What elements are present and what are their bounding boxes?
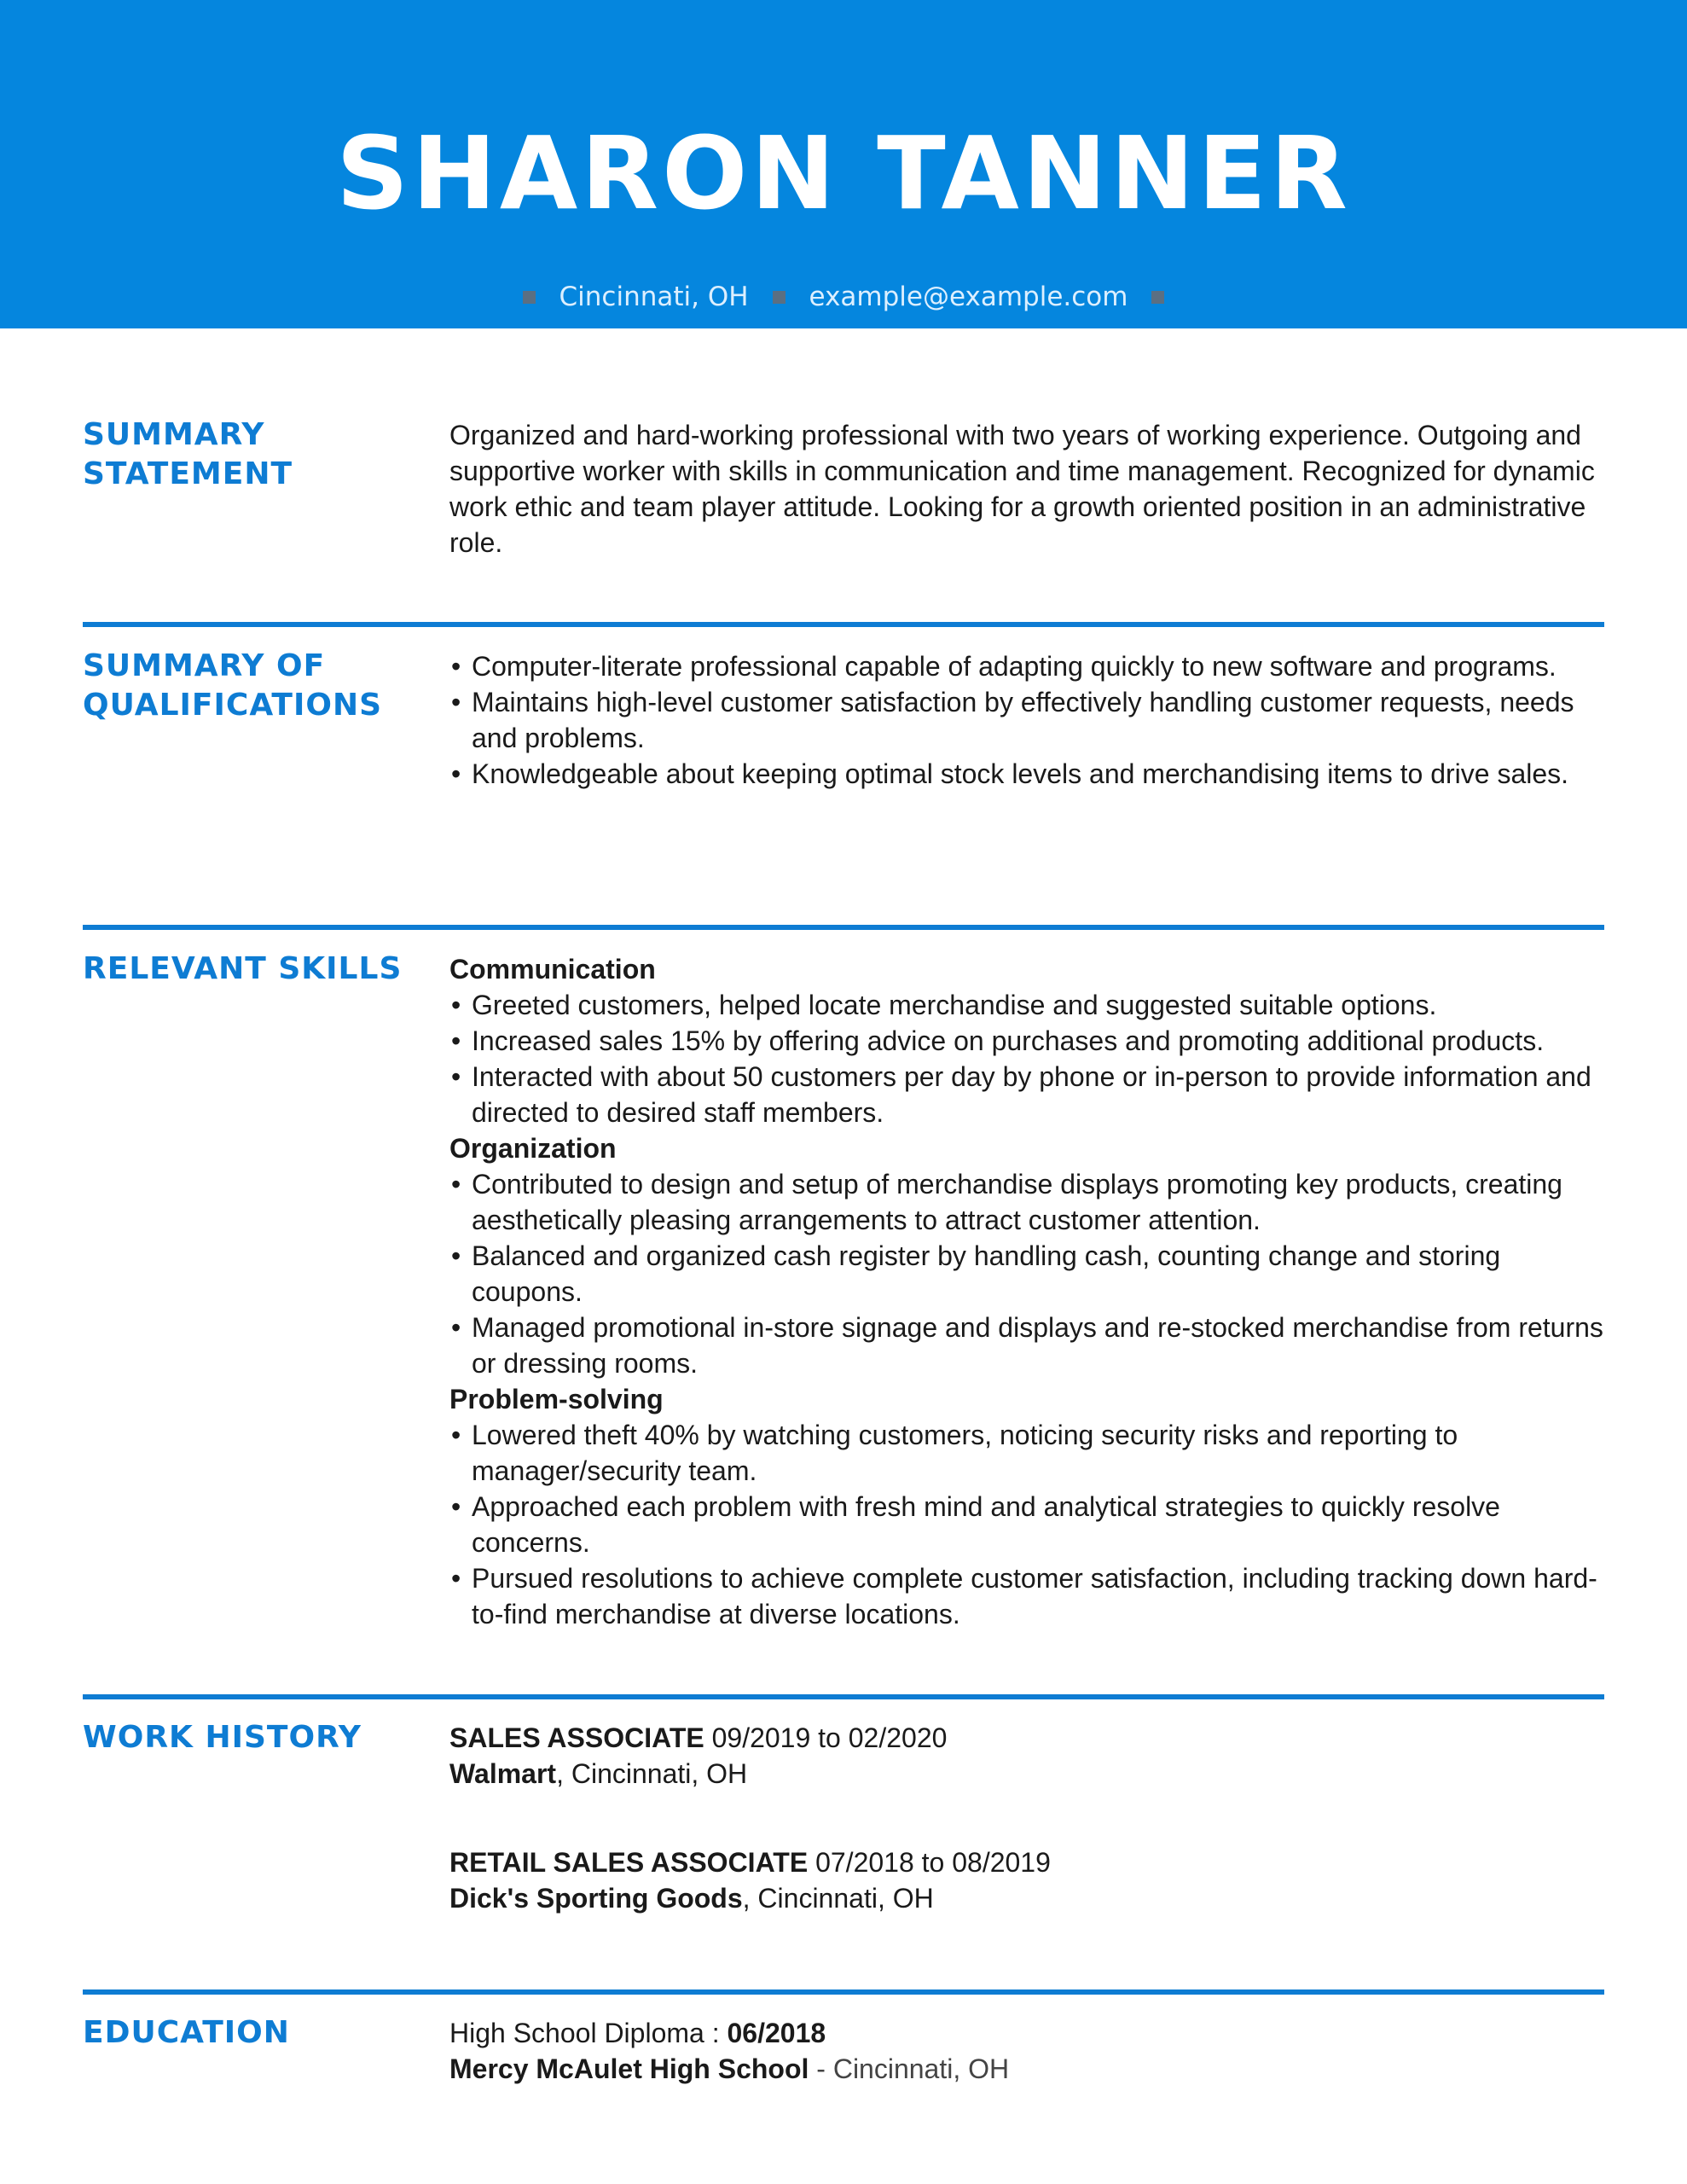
list-item: • Balanced and organized cash register by handling cash, counting change and storing coupons.	[449, 1238, 1609, 1310]
list-item: • Maintains high-level customer satisfaction by effectively handling customer requests, needs and problems.	[449, 684, 1609, 756]
summary-heading-line1: SUMMARY	[83, 417, 265, 452]
skill-group-heading: Problem-solving	[449, 1384, 664, 1414]
skill-group-list	[449, 1166, 1609, 1381]
education-degree: High School Diploma :	[449, 2018, 728, 2048]
job-entry	[449, 1844, 1609, 1916]
education-degree-line	[449, 2015, 1609, 2051]
list-item: • Contributed to design and setup of merchandise displays promoting key products, creating aesthetically pleasing arrangements to attract customer attention.	[449, 1166, 1609, 1238]
list-item: • Approached each problem with fresh mind and analytical strategies to quickly resolve concerns.	[449, 1489, 1609, 1560]
qualifications-body	[449, 648, 1609, 792]
list-item: • Knowledgeable about keeping optimal stock levels and merchandising items to drive sales.	[449, 756, 1609, 792]
summary-heading-line2: STATEMENT	[83, 456, 293, 491]
job-entry	[449, 1720, 1609, 1792]
list-item: • Greeted customers, helped locate merchandise and suggested suitable options.	[449, 987, 1609, 1023]
list-item: • Computer-literate professional capable of adapting quickly to new software and programs.	[449, 648, 1609, 684]
contact-location: Cincinnati, OH	[559, 282, 749, 312]
list-item: • Interacted with about 50 customers per day by phone or in-person to provide information and directed to desired staff members.	[449, 1059, 1609, 1130]
list-item: • Increased sales 15% by offering advice on purchases and promoting additional products.	[449, 1023, 1609, 1059]
education-location: - Cincinnati, OH	[809, 2053, 1010, 2084]
summary-text: Organized and hard-working professional with two years of working experience. Outgoing and supportive worker with skills in communication and time management. Recognized for dynamic work ethic and team player attitude. Looking for a growth oriented position in an administrative role.	[449, 420, 1595, 558]
bullet-square-icon	[1151, 291, 1164, 304]
qualifications-heading	[83, 647, 424, 725]
summary-heading	[83, 415, 424, 494]
section-divider	[83, 622, 1604, 627]
education-date: 06/2018	[727, 2018, 826, 2048]
list-item: • Lowered theft 40% by watching customers, noticing security risks and reporting to manager/security team.	[449, 1417, 1609, 1489]
job-company-line	[449, 1756, 1609, 1792]
list-item: • Managed promotional in-store signage and displays and re-stocked merchandise from returns or dressing rooms.	[449, 1310, 1609, 1381]
job-company: Walmart	[449, 1758, 557, 1789]
contact-line	[0, 278, 1687, 316]
contact-email: example@example.com	[809, 282, 1128, 312]
section-divider	[83, 1989, 1604, 1995]
job-location: , Cincinnati, OH	[556, 1758, 748, 1789]
education-school-line	[449, 2051, 1609, 2087]
education-heading: EDUCATION	[83, 2015, 290, 2050]
skills-heading: RELEVANT SKILLS	[83, 951, 403, 986]
job-title-line	[449, 1844, 1609, 1880]
job-company: Dick's Sporting Goods	[449, 1883, 743, 1914]
qualifications-heading-line1: SUMMARY OF	[83, 648, 326, 683]
bullet-square-icon	[523, 291, 536, 304]
job-title: RETAIL SALES ASSOCIATE	[449, 1847, 809, 1878]
summary-body	[449, 417, 1609, 561]
skill-group-heading: Organization	[449, 1133, 617, 1164]
candidate-name: SHARON TANNER	[336, 114, 1351, 232]
resume-header	[0, 0, 1687, 328]
section-divider	[83, 1694, 1604, 1699]
skills-body	[449, 951, 1609, 1632]
work-history-heading: WORK HISTORY	[83, 1720, 362, 1755]
skill-group-list	[449, 1417, 1609, 1632]
job-dates: 09/2019 to 02/2020	[711, 1722, 948, 1753]
skill-group-heading: Communication	[449, 954, 656, 985]
job-company-line	[449, 1880, 1609, 1916]
bullet-square-icon	[773, 291, 786, 304]
list-item: • Pursued resolutions to achieve complete customer satisfaction, including tracking down hard-to-find merchandise at diverse locations.	[449, 1560, 1609, 1632]
education-school: Mercy McAulet High School	[449, 2053, 809, 2084]
qualifications-list	[449, 648, 1609, 792]
job-title: SALES ASSOCIATE	[449, 1722, 704, 1753]
qualifications-heading-line2: QUALIFICATIONS	[83, 688, 383, 723]
job-dates: 07/2018 to 08/2019	[815, 1847, 1051, 1878]
education-body	[449, 2015, 1609, 2087]
skill-group-list	[449, 987, 1609, 1130]
work-history-body	[449, 1720, 1609, 1969]
job-location: , Cincinnati, OH	[742, 1883, 934, 1914]
section-divider	[83, 925, 1604, 930]
job-title-line	[449, 1720, 1609, 1756]
